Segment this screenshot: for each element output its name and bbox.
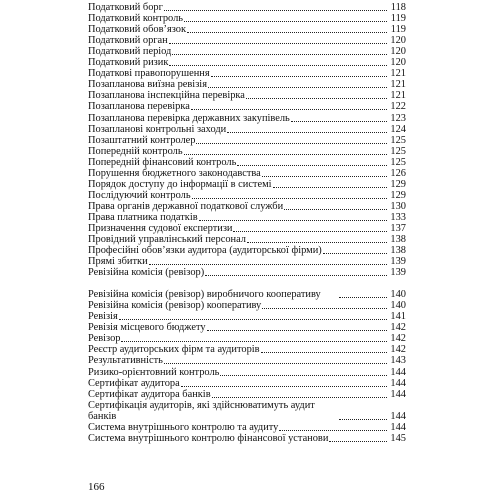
index-entry-page: 139 bbox=[390, 256, 406, 268]
dot-leader bbox=[184, 21, 387, 22]
index-entry-label: Сертифікація аудиторів, які здійснюватимуть аудит банків bbox=[88, 399, 315, 422]
index-entry-label: Призначення судової експертизи bbox=[88, 222, 233, 234]
index-entry bbox=[88, 212, 406, 223]
dot-leader bbox=[169, 65, 387, 66]
dot-leader bbox=[262, 176, 387, 177]
index-entry bbox=[88, 101, 406, 112]
index-entry-label: Позапланова перевірка bbox=[88, 101, 190, 113]
index-entry bbox=[88, 201, 406, 212]
index-entry bbox=[88, 57, 406, 68]
index-entry bbox=[88, 378, 406, 389]
index-entry-label: Сертифікат аудитора bbox=[88, 377, 180, 389]
dot-leader bbox=[261, 352, 387, 353]
index-entry-label: Ревізійна комісія (ревізор) bbox=[88, 267, 205, 279]
index-entry-page: 121 bbox=[390, 90, 406, 102]
index-entry bbox=[88, 389, 406, 400]
index-entry-label: Послідуючий контроль bbox=[88, 189, 191, 201]
index-entry-label: Ревізія місцевого бюджету bbox=[88, 322, 206, 334]
index-entry bbox=[88, 278, 406, 300]
index-entry-label: Податковий ризик bbox=[88, 57, 169, 69]
dot-leader bbox=[284, 209, 387, 210]
index-entry bbox=[88, 223, 406, 234]
index-entry-page: 145 bbox=[390, 432, 406, 444]
dot-leader bbox=[220, 375, 387, 376]
index-entry bbox=[88, 90, 406, 101]
index-entry-label: Ризико-орієнтовний контроль bbox=[88, 366, 220, 378]
index-entry-page: 129 bbox=[390, 178, 406, 190]
index-entry-page: 140 bbox=[390, 300, 406, 312]
dot-leader bbox=[279, 430, 387, 431]
index-entry-page: 140 bbox=[390, 289, 406, 301]
index-entry-label: Система внутрішнього контролю фінансової установи bbox=[88, 432, 329, 444]
dot-leader bbox=[169, 43, 387, 44]
dot-leader bbox=[262, 308, 387, 309]
index-entry-page: 120 bbox=[390, 57, 406, 69]
index-entry bbox=[88, 355, 406, 366]
index-entry bbox=[88, 124, 406, 135]
index-entry bbox=[88, 433, 406, 444]
index-entry-label: Ревізійна комісія (ревізор) кооперативу bbox=[88, 300, 262, 312]
index-entry bbox=[88, 366, 406, 377]
index-entry bbox=[88, 267, 406, 278]
index-entry bbox=[88, 322, 406, 333]
index-entry bbox=[88, 300, 406, 311]
index-entry bbox=[88, 190, 406, 201]
index-entry-page: 130 bbox=[390, 200, 406, 212]
index-entry-label: Сертифікат аудитора банків bbox=[88, 388, 211, 400]
index-entry-page: 133 bbox=[390, 211, 406, 223]
index-entry-label: Провідний управлінський персонал bbox=[88, 234, 246, 246]
index-entry-page: 125 bbox=[390, 134, 406, 146]
index-entry-label: Порушення бюджетного законодавства bbox=[88, 167, 261, 179]
index-entry bbox=[88, 13, 406, 24]
index-entry-page: 144 bbox=[390, 366, 406, 378]
index-entry-label: Права органів державної податкової служби bbox=[88, 200, 284, 212]
index-entry-page: 126 bbox=[390, 167, 406, 179]
index-entry-page: 144 bbox=[390, 421, 406, 433]
index-entry-label: Позапланова перевірка державних закупівель bbox=[88, 112, 290, 124]
index-entry-page: 143 bbox=[390, 355, 406, 367]
index-entry bbox=[88, 35, 406, 46]
dot-leader bbox=[181, 386, 387, 387]
dot-leader bbox=[184, 154, 387, 155]
dot-leader bbox=[199, 220, 387, 221]
index-entry-label: Професійні обов’язки аудитора (аудиторської фірми) bbox=[88, 245, 322, 257]
index-entry-page: 142 bbox=[390, 333, 406, 345]
index-entry-page: 144 bbox=[390, 388, 406, 400]
dot-leader bbox=[196, 143, 387, 144]
index-entry-page: 142 bbox=[390, 322, 406, 334]
dot-leader bbox=[273, 187, 387, 188]
index-entry-page: 124 bbox=[390, 123, 406, 135]
index-entry-label: Прямі збитки bbox=[88, 256, 148, 268]
index-entry-label: Позапланова виїзна ревізія bbox=[88, 79, 207, 91]
dot-leader bbox=[291, 121, 387, 122]
index-entry-label: Ревізор bbox=[88, 333, 121, 345]
dot-leader bbox=[329, 441, 387, 442]
index-entry-page: 120 bbox=[390, 35, 406, 47]
index-entry-page: 122 bbox=[390, 101, 406, 113]
index-entry-page: 142 bbox=[390, 344, 406, 356]
index-entry-label: Податковий орган bbox=[88, 35, 168, 47]
index-entry-page: 144 bbox=[390, 410, 406, 422]
index-entry bbox=[88, 400, 406, 422]
dot-leader bbox=[323, 253, 387, 254]
index-entry-label: Позаштатний контролер bbox=[88, 134, 196, 146]
dot-leader bbox=[164, 363, 387, 364]
dot-leader bbox=[192, 198, 387, 199]
dot-leader bbox=[187, 32, 387, 33]
index-entry bbox=[88, 135, 406, 146]
dot-leader bbox=[119, 319, 387, 320]
dot-leader bbox=[247, 242, 387, 243]
index-entry bbox=[88, 179, 406, 190]
index-entry bbox=[88, 79, 406, 90]
dot-leader bbox=[339, 419, 387, 420]
index-entry-page: 123 bbox=[390, 112, 406, 124]
index-entry bbox=[88, 234, 406, 245]
dot-leader bbox=[164, 10, 387, 11]
index-entry-label: Реєстр аудиторських фірм та аудиторів bbox=[88, 344, 260, 356]
index-entry-label: Результативність bbox=[88, 355, 163, 367]
page-number: 166 bbox=[88, 481, 105, 493]
index-entry-page: 125 bbox=[390, 156, 406, 168]
index-entry-page: 125 bbox=[390, 145, 406, 157]
index-entry-page: 121 bbox=[390, 79, 406, 91]
index-entry-label: Податковий період bbox=[88, 46, 172, 58]
index-entry-label: Податковий борг bbox=[88, 2, 163, 14]
dot-leader bbox=[207, 330, 387, 331]
index-entry bbox=[88, 311, 406, 322]
index-entry-label: Права платника податків bbox=[88, 211, 198, 223]
index-entry-label: Система внутрішнього контролю та аудиту bbox=[88, 421, 279, 433]
dot-leader bbox=[339, 297, 387, 298]
index-entry-label: Податковий контроль bbox=[88, 13, 184, 25]
index-entry bbox=[88, 24, 406, 35]
index-entry bbox=[88, 2, 406, 13]
index-entry bbox=[88, 168, 406, 179]
index-entry-label: Позапланова інспекційна перевірка bbox=[88, 90, 245, 102]
dot-leader bbox=[172, 54, 387, 55]
index-entry-page: 138 bbox=[390, 245, 406, 257]
index-entry-label: Податкові правопорушення bbox=[88, 68, 210, 80]
index-entry-page: 144 bbox=[390, 377, 406, 389]
index-entry bbox=[88, 256, 406, 267]
index-entry bbox=[88, 157, 406, 168]
dot-leader bbox=[246, 98, 387, 99]
index-entry-label: Попередній фінансовий контроль bbox=[88, 156, 237, 168]
dot-leader bbox=[212, 397, 387, 398]
index-entry bbox=[88, 333, 406, 344]
index-entry bbox=[88, 68, 406, 79]
index-entry bbox=[88, 146, 406, 157]
index-entry bbox=[88, 46, 406, 57]
index-entry-page: 139 bbox=[390, 267, 406, 279]
index-entry-label: Попередній контроль bbox=[88, 145, 183, 157]
index-entry bbox=[88, 422, 406, 433]
index-entry-label: Позапланові контрольні заходи bbox=[88, 123, 227, 135]
index-entry-label: Податковий обов’язок bbox=[88, 24, 187, 36]
index-entry-label: Ревізія bbox=[88, 311, 118, 323]
dot-leader bbox=[233, 231, 387, 232]
dot-leader bbox=[208, 87, 387, 88]
index-entry-page: 118 bbox=[390, 2, 406, 14]
dot-leader bbox=[227, 132, 387, 133]
dot-leader bbox=[191, 109, 387, 110]
index-entry bbox=[88, 245, 406, 256]
dot-leader bbox=[211, 76, 387, 77]
index-entry-label: Порядок доступу до інформації в системі bbox=[88, 178, 272, 190]
dot-leader bbox=[205, 275, 387, 276]
index-entry-page: 119 bbox=[390, 24, 406, 36]
index-entry-label: Ревізійна комісія (ревізор) виробничого кооперативу bbox=[88, 289, 321, 301]
index-entry bbox=[88, 344, 406, 355]
index-entry-page: 121 bbox=[390, 68, 406, 80]
dot-leader bbox=[149, 264, 387, 265]
index-list bbox=[88, 2, 406, 444]
index-entry-page: 119 bbox=[390, 13, 406, 25]
index-entry bbox=[88, 112, 406, 123]
index-entry-page: 137 bbox=[390, 222, 406, 234]
index-entry-page: 120 bbox=[390, 46, 406, 58]
dot-leader bbox=[121, 341, 387, 342]
index-entry-page: 138 bbox=[390, 234, 406, 246]
dot-leader bbox=[237, 165, 387, 166]
index-entry-page: 129 bbox=[390, 189, 406, 201]
index-entry-page: 141 bbox=[390, 311, 406, 323]
